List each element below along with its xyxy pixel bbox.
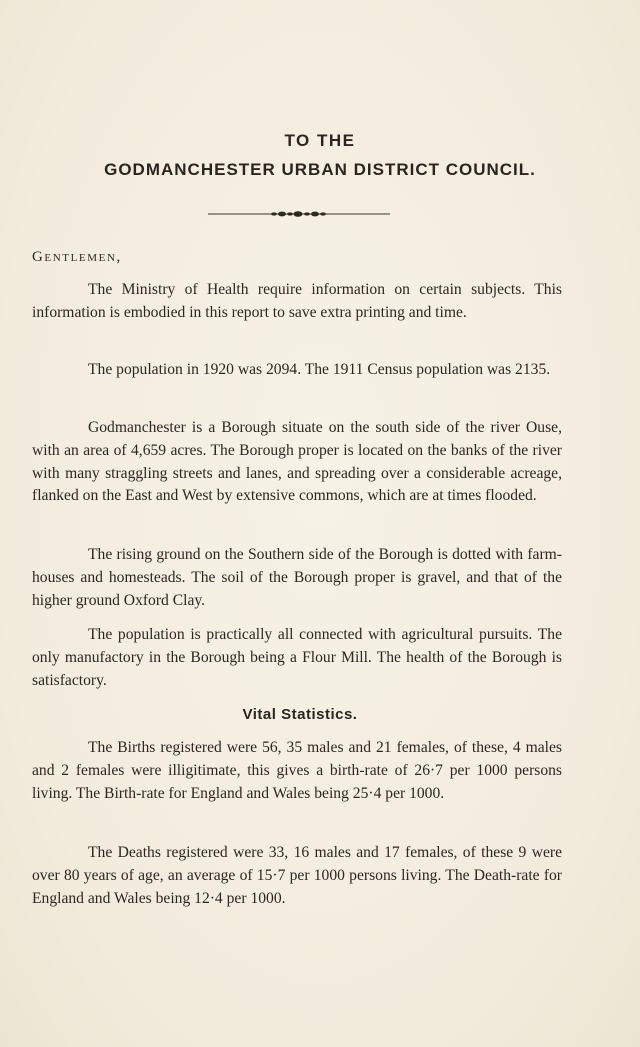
paragraph-borough-description: Godmanchester is a Borough situate on the south side of the river Ouse, with an area of 4,659 acres. The Borough proper is located on the banks of the river with many straggling streets and lanes, and spreading over a considerable acreage, flanked on the East and West by extensive commons, which are at times flooded. [32, 419, 562, 505]
paragraph-births: The Births registered were 56, 35 males and 21 females, of these, 4 males and 2 females were illigitimate, this gives a birth-rate of 26·7 per 1000 persons living. The Birth-rate for England and Wales being 25·4 per 1000. [32, 739, 562, 802]
section-heading-vital-statistics: Vital Statistics. [242, 706, 358, 723]
paragraph-deaths: The Deaths registered were 33, 16 males and 17 females, of these 9 were over 80 years of age, an average of 15·7 per 1000 persons living. The Death-rate for England and Wales being 12·4 per 1000. [32, 844, 562, 907]
paragraph-ministry: The Ministry of Health require information on certain subjects. This information is embodied in this report to save extra printing and time. [32, 281, 562, 321]
salutation: Gentlemen, [32, 249, 122, 265]
paragraph-population: The population in 1920 was 2094. The 1911 Census population was 2135. [88, 361, 551, 378]
heading-line-1: TO THE [284, 131, 356, 150]
ornamental-rule [208, 208, 390, 220]
heading-line-2: GODMANCHESTER URBAN DISTRICT COUNCIL. [104, 160, 536, 179]
paragraph-occupation-health: The population is practically all connected with agricultural pursuits. The only manufactory in the Borough being a Flour Mill. The health of the Borough is satisfactory. [32, 626, 562, 689]
paragraph-soil: The rising ground on the Southern side of the Borough is dotted with farm-houses and homesteads. The soil of the Borough proper is gravel, and that of the higher ground Oxford Clay. [32, 546, 562, 609]
